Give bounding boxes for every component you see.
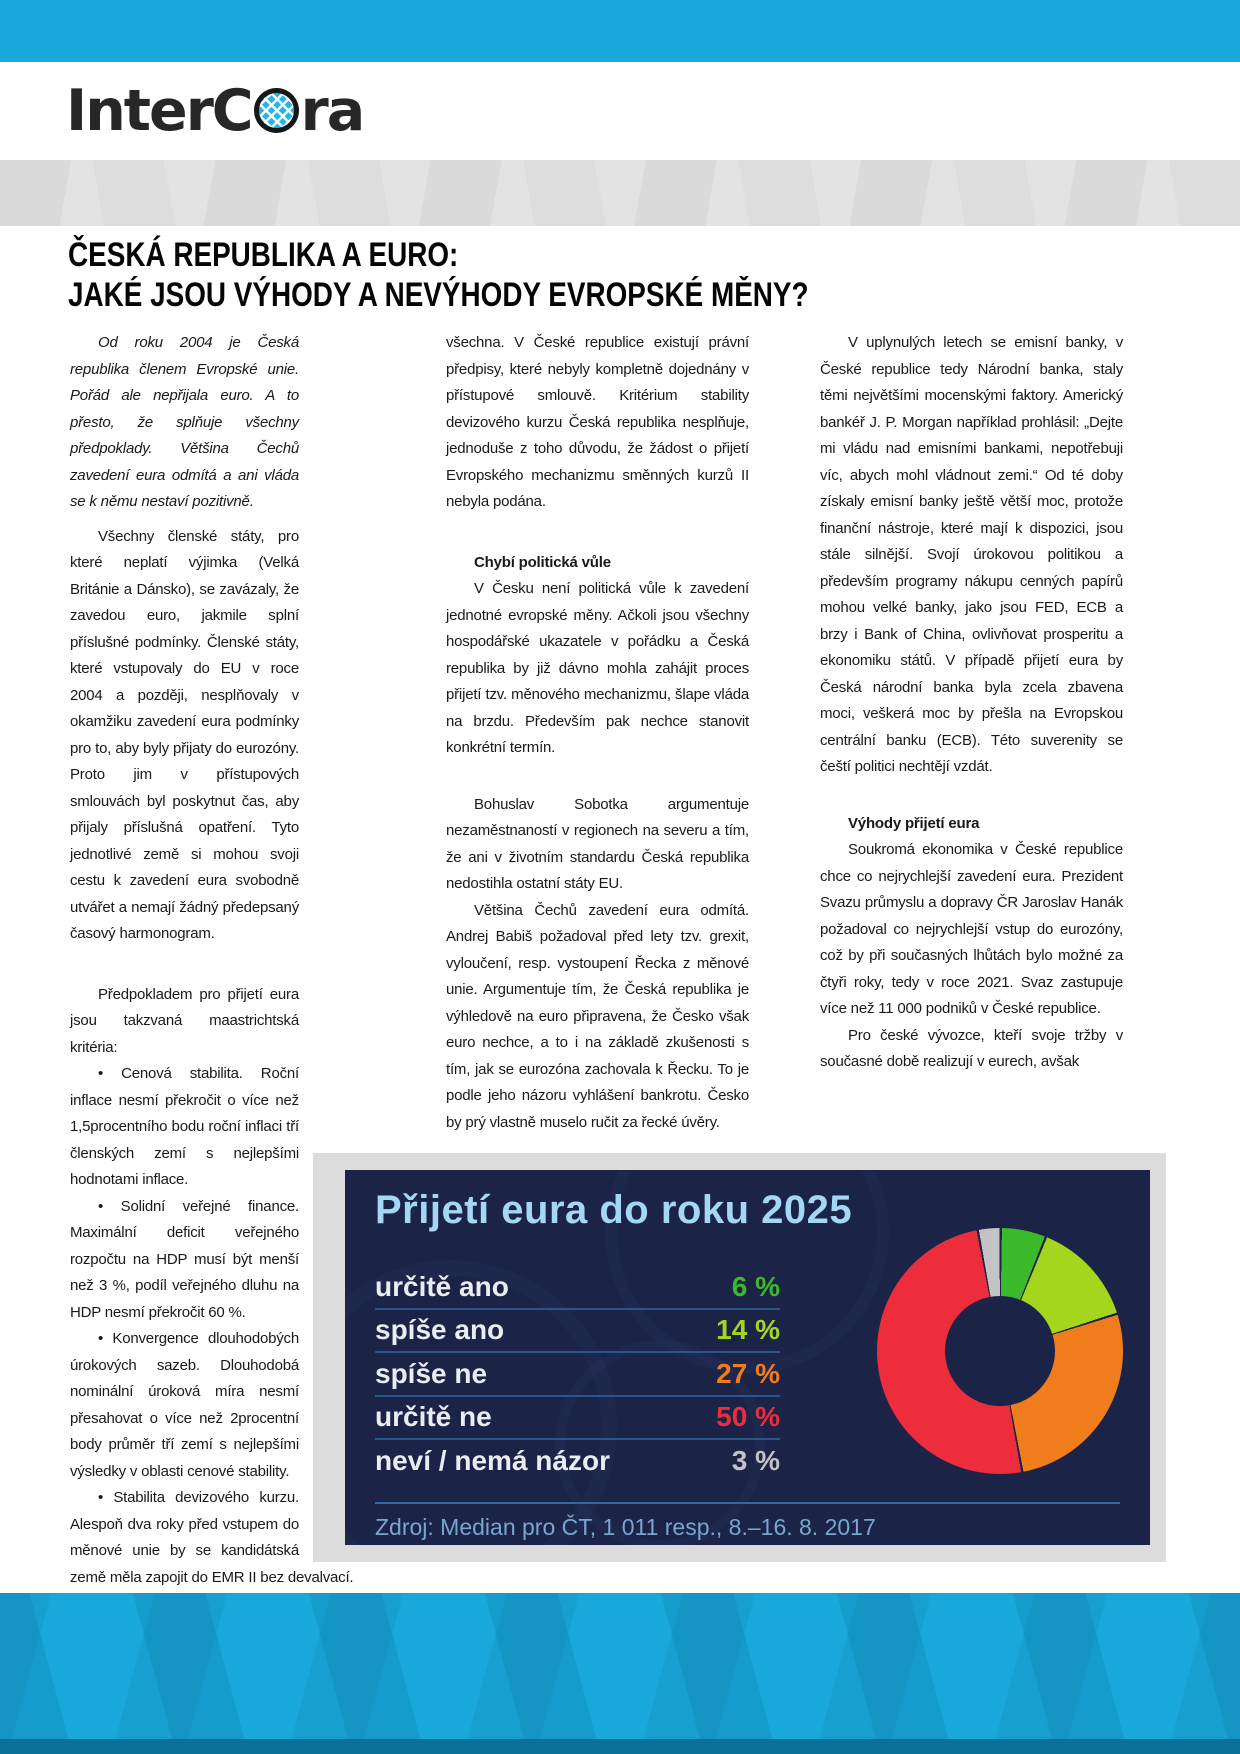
chart-title: Přijetí eura do roku 2025 (375, 1188, 853, 1232)
legend-row (375, 1397, 780, 1439)
paragraph: Většina Čechů zavedení eura odmítá. Andrej Babiš požadoval před lety tzv. grexit, vyloučení, resp. vystoupení Řecka z měnové unie. Argumentuje tím, že Česká republika je výhledově na euro připravena, že Česko však euro nechce, a to i na základě zkušenosti s tím, jak se eurozóna zachovala k Řecku. To je podle jeho názoru vyhlášení bankrotu. Česko by prý vlastně muselo ručit za řecké úvěry. (446, 901, 749, 1131)
section-heading: Výhody přijetí eura (848, 814, 980, 832)
chart-figure-frame (313, 1153, 1166, 1562)
poll-chart (345, 1170, 1150, 1545)
footer-accent-strip (0, 1739, 1240, 1754)
section-heading: Chybí politická vůle (474, 553, 611, 571)
logo-text-start: InterC (66, 78, 252, 144)
legend-value: 14 % (716, 1314, 780, 1346)
legend-row (375, 1310, 780, 1352)
decorative-pattern-band (0, 160, 1240, 226)
bullet-item: • Stabilita devizového kurzu. Alespoň dva roky před vstupem do měnové unie by se kandidátská země měla zapojit do EMR II bez devalvací. (70, 1489, 354, 1586)
donut-chart (877, 1228, 1123, 1474)
paragraph: V Česku není politická vůle k zavedení jednotné evropské měny. Ačkoli jsou všechny hospodářské ukazatele v pořádku a Česká republika by již dávno mohla zahájit proces přijetí tzv. měnového mechanizmu, šlape vláda na brzdu. Především pak nechce stanovit konkrétní termín. (446, 580, 749, 756)
bullet-item: • Solidní veřejné finance. Maximální deficit veřejného rozpočtu na HDP musí být menší než 3 %, podíl veřejného dluhu na HDP nesmí překročit 60 %. (70, 1197, 299, 1321)
paragraph: Soukromá ekonomika v České republice chce co nejrychlejší zavedení eura. Prezident Svazu průmyslu a dopravy ČR Jaroslav Hanák požadoval co nejrychlejší vstup do eurozóny, což by při současných lhůtách bylo možné za čtyři roky, tedy v roce 2021. Svaz zastupuje více než 11 000 podniků v České republice. (820, 841, 1123, 1017)
article-column-3 (820, 330, 1123, 1076)
header-color-bar (0, 0, 1240, 62)
chart-divider (375, 1502, 1120, 1504)
paragraph: všechna. V České republice existují právní předpisy, které nebyly kompletně dojednány v přístupové smlouvě. Kritérium stability devizového kurzu Česká republika nesplňuje, jednoduše z toho důvodu, že žádost o přijetí Evropského mechanizmu směnných kurzů II nebyla podána. (446, 334, 749, 510)
paragraph: V uplynulých letech se emisní banky, v České republice tedy Národní banka, staly těmi největšími mocenskými faktory. Americký bankéř J. P. Morgan například prohlásil: „Dejte mi vládu nad emisními bankami, nepotřebuji víc, abych mohl vládnout zemi.“ Od té doby získaly emisní banky ještě větší moc, protože finanční nástroje, které mají k dispozici, jsou stále silnější. Svojí úrokovou politikou a především programy nákupu cenných papírů mohou velké banky, jako jsou FED, ECB a brzy i Bank of China, ovlivňovat prosperitu a ekonomiku států. V případě přijetí eura by Česká národní banka byla zcela zbavena moci, veškerá moc by přešla na Evropskou centrální banku (ECB). Této suverenity se čeští politici nechtějí vzdát. (820, 334, 1123, 775)
paragraph: Všechny členské státy, pro které neplatí výjimka (Velká Británie a Dánsko), se zavázaly, že zavedou euro, jakmile splní příslušné podmínky. Členské státy, které vstupovaly do EU v roce 2004 a později, nesplňovaly v okamžiku zavedení eura podmínky pro to, aby byly přijaty do eurozóny. Proto jim v přístupových smlouvách byl poskytnut čas, aby přijaly příslušná opatření. Tyto jednotlivé země si mohou svoji cestu k zavedení eura svobodně utvářet a nemají žádný předepsaný časový harmonogram. (70, 527, 299, 942)
legend-label: určitě ne (375, 1401, 492, 1433)
footer-color-band (0, 1593, 1240, 1754)
legend-value: 3 % (731, 1444, 780, 1476)
headline-line-1: ČESKÁ REPUBLIKA A EURO: (68, 236, 459, 274)
legend-label: určitě ano (375, 1270, 509, 1302)
legend-value: 6 % (731, 1270, 780, 1302)
legend-label: spíše ne (375, 1357, 488, 1389)
legend-value: 50 % (716, 1401, 780, 1433)
paragraph: Pro české vývozce, kteří svoje tržby v současné době realizují v eurech, avšak (820, 1026, 1123, 1070)
legend-row (375, 1266, 780, 1308)
article-column-2 (446, 330, 749, 1136)
globe-pattern (259, 93, 294, 128)
legend-row (375, 1440, 780, 1482)
chart-source: Zdroj: Median pro ČT, 1 011 resp., 8.–16. 8. 2017 (375, 1514, 876, 1540)
legend-label: neví / nemá názor (375, 1444, 610, 1476)
legend-row (375, 1353, 780, 1395)
paragraph: Předpokladem pro přijetí eura jsou takzvaná maastrichtská kritéria: (70, 985, 299, 1056)
chart-legend (375, 1266, 780, 1482)
paragraph: Bohuslav Sobotka argumentuje nezaměstnaností v regionech na severu a tím, že ani v životním standardu Česká republika nedostihla ostatní státy EU. (446, 795, 749, 892)
logo-text-end: ra (300, 78, 364, 144)
globe-icon (254, 88, 299, 133)
intro-paragraph: Od roku 2004 je Česká republika členem Evropské unie. Pořád ale nepřijala euro. A to přesto, že splňuje všechny předpoklady. Většina Čechů zavedení eura odmítá a ani vláda se k němu nestaví pozitivně. (70, 334, 299, 510)
bullet-item: • Konvergence dlouhodobých úrokových sazeb. Dlouhodobá nominální úroková míra nesmí přesahovat o více než 2procentní body průměr tří zemí s nejlepšími výsledky v oblasti cenové stability. (70, 1330, 299, 1480)
legend-value: 27 % (716, 1357, 780, 1389)
headline-line-2: JAKÉ JSOU VÝHODY A NEVÝHODY EVROPSKÉ MĚNY? (68, 276, 809, 314)
legend-label: spíše ano (375, 1314, 505, 1346)
bullet-item: • Cenová stabilita. Roční inflace nesmí překročit o více než 1,5procentního bodu roční inflaci tří členských zemí s nejlepšími hodnotami inflace. (70, 1065, 299, 1188)
logo (66, 76, 363, 146)
